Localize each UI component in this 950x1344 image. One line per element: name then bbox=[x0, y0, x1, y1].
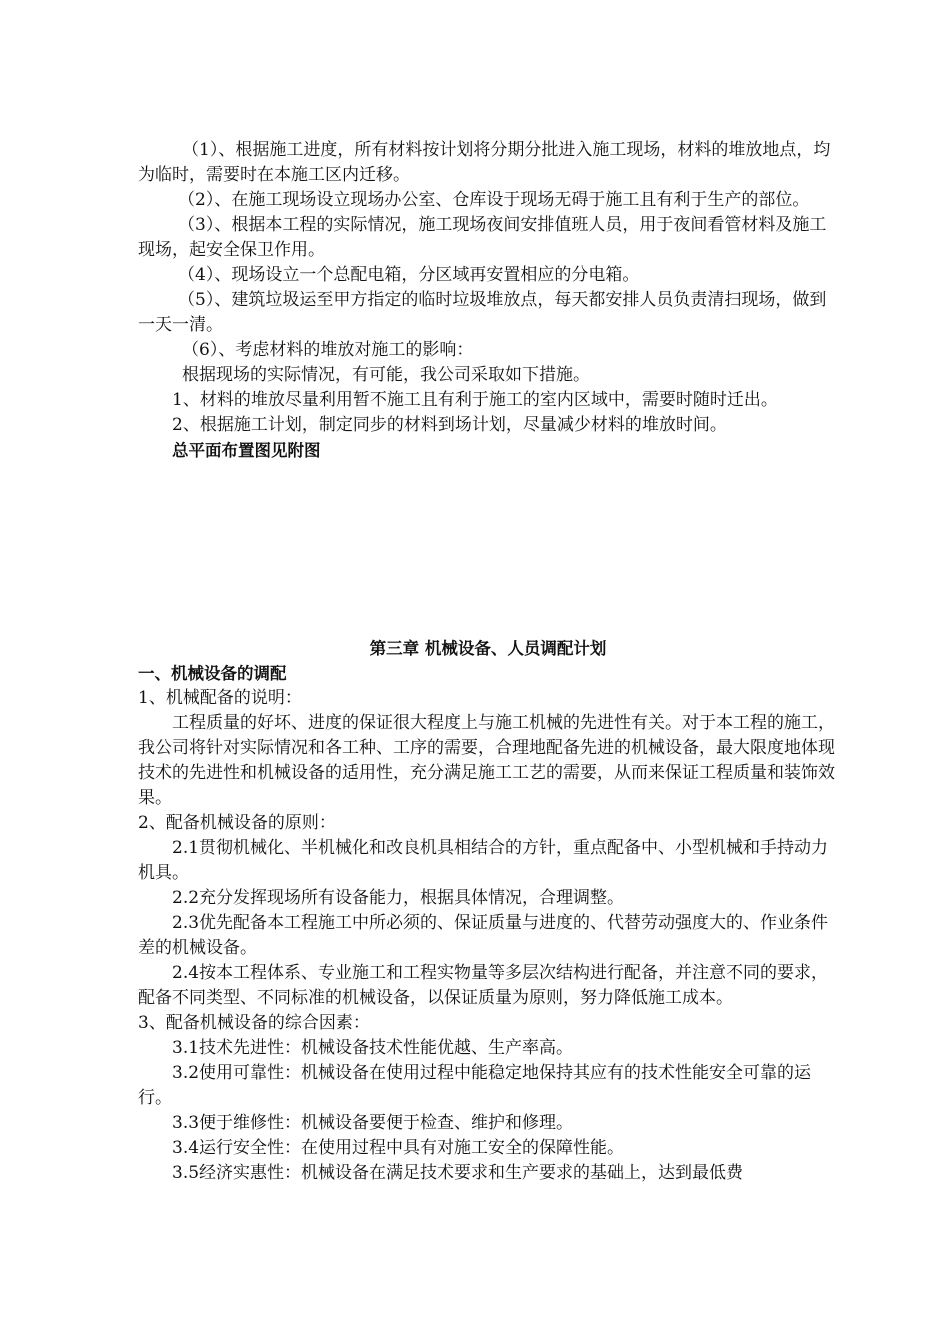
site-plan-note: 总平面布置图见附图 bbox=[172, 441, 321, 460]
item-3-1: 3.1技术先进性：机械设备技术性能优越、生产率高。 bbox=[172, 1038, 574, 1058]
item-3-4: 3.4运行安全性：在使用过程中具有对施工安全的保障性能。 bbox=[172, 1138, 625, 1158]
paragraph-1: （1）、根据施工进度，所有材料按计划将分期分批进入施工现场，材料的堆放地点，均为临时，需要时在本施工区内迁移。 bbox=[138, 140, 831, 185]
subsection-2-title: 2、配备机械设备的原则： bbox=[138, 813, 336, 833]
paragraph-2: （2）、在施工现场设立现场办公室、仓库设于现场无碍于施工且有利于生产的部位。 bbox=[178, 190, 810, 210]
item-2-2: 2.2充分发挥现场所有设备能力，根据具体情况，合理调整。 bbox=[172, 888, 625, 908]
item-2-3: 2.3优先配备本工程施工中所必须的、保证质量与进度的、代替劳动强度大的、作业条件差的机械设备。 bbox=[138, 913, 829, 958]
subsection-1-title: 1、机械配备的说明： bbox=[138, 688, 302, 708]
machinery-section bbox=[138, 661, 838, 1186]
paragraph-9: 2、根据施工计划，制定同步的材料到场计划，尽量减少材料的堆放时间。 bbox=[172, 415, 727, 435]
item-3-2: 3.2使用可靠性：机械设备在使用过程中能稳定地保持其应有的技术性能安全可靠的运行。 bbox=[138, 1063, 812, 1108]
paragraph-4: （4）、现场设立一个总配电箱，分区域再安置相应的分电箱。 bbox=[178, 265, 640, 285]
paragraph-8: 1、材料的堆放尽量利用暂不施工且有利于施工的室内区域中，需要时随时迁出。 bbox=[172, 390, 778, 410]
item-3-5: 3.5经济实惠性：机械设备在满足技术要求和生产要求的基础上，达到最低费 bbox=[172, 1163, 744, 1183]
chapter-title: 第三章 机械设备、人员调配计划 bbox=[369, 639, 607, 658]
subsection-1-paragraph: 工程质量的好坏、进度的保证很大程度上与施工机械的先进性有关。对于本工程的施工，我公司将针对实际情况和各工种、工序的需要，合理地配备先进的机械设备，最大限度地体现技术的先进性和机械设备的适用性，充分满足施工工艺的需要，从而来保证工程质量和装饰效果。 bbox=[138, 713, 835, 808]
item-2-1: 2.1贯彻机械化、半机械化和改良机具相结合的方针，重点配备中、小型机械和手持动力机具。 bbox=[138, 838, 829, 883]
site-arrangement-section bbox=[138, 138, 838, 463]
paragraph-5: （5）、建筑垃圾运至甲方指定的临时垃圾堆放点，每天都安排人员负责清扫现场，做到一天一清。 bbox=[138, 290, 827, 335]
section-heading: 一、机械设备的调配 bbox=[138, 664, 287, 683]
subsection-3-title: 3、配备机械设备的综合因素： bbox=[138, 1013, 370, 1033]
paragraph-6: （6）、考虑材料的堆放对施工的影响： bbox=[182, 340, 474, 360]
item-2-4: 2.4按本工程体系、专业施工和工程实物量等多层次结构进行配备，并注意不同的要求，配备不同类型、不同标准的机械设备，以保证质量为原则，努力降低施工成本。 bbox=[138, 963, 829, 1008]
paragraph-7: 根据现场的实际情况，有可能，我公司采取如下措施。 bbox=[182, 365, 590, 385]
item-3-3: 3.3便于维修性：机械设备要便于检查、维护和修理。 bbox=[172, 1113, 574, 1133]
paragraph-3: （3）、根据本工程的实际情况，施工现场夜间安排值班人员，用于夜间看管材料及施工现场，起安全保卫作用。 bbox=[138, 215, 827, 260]
